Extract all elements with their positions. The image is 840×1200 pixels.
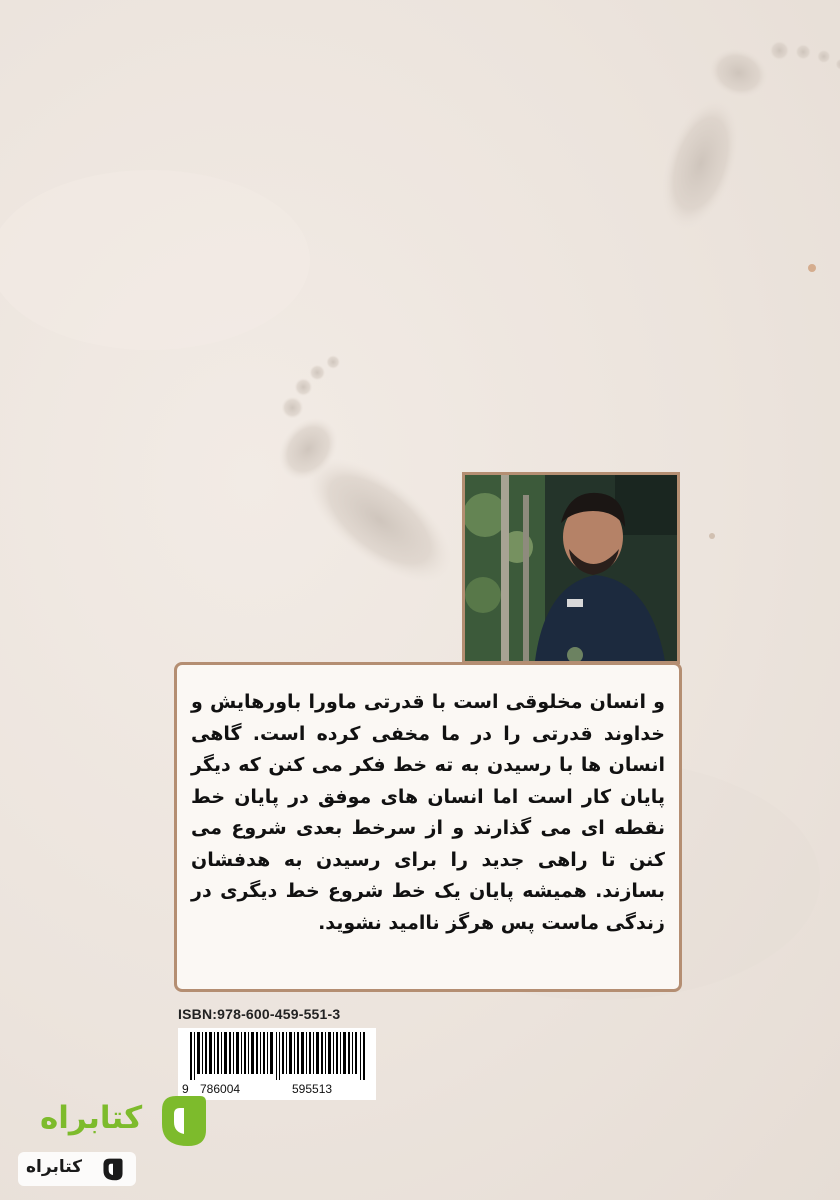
barcode-digits-right: 595513 (292, 1082, 333, 1096)
blurb-text: و انسان مخلوقی است با قدرتی ماورا باورهایش و خداوند قدرتی را در ما مخفی کرده است. گاهی انسان ها با رسیدن به ته خط فکر می کنن که دیگر پایان کار است اما انسان های موفق در پایان خط نقطه ای می گذارند و از سرخط بعدی شروع می کنن تا راهی جدید را برای رسیدن به هدفشان بسازند. همیشه پایان یک خط شروع خط دیگری در زندگی ماست پس هرگز ناامید نشوید. (191, 691, 665, 934)
book-leaf-small-icon (100, 1156, 126, 1182)
barcode-digit-first: 9 (182, 1082, 189, 1096)
watermark-small-badge (18, 1152, 136, 1186)
watermark-small-label: کتابراه (26, 1157, 83, 1177)
watermark-main-label: کتابراه (40, 1100, 143, 1136)
author-photo (462, 472, 680, 664)
author-portrait-icon (465, 475, 677, 661)
ketabrah-watermark (12, 1088, 212, 1192)
isbn-text: ISBN:978-600-459-551-3 (178, 1006, 341, 1022)
blurb-box (174, 662, 682, 992)
isbn-block (178, 1002, 378, 1098)
barcode-icon (190, 1032, 370, 1080)
book-leaf-icon (154, 1090, 214, 1150)
barcode-digits-left: 786004 (200, 1082, 241, 1096)
